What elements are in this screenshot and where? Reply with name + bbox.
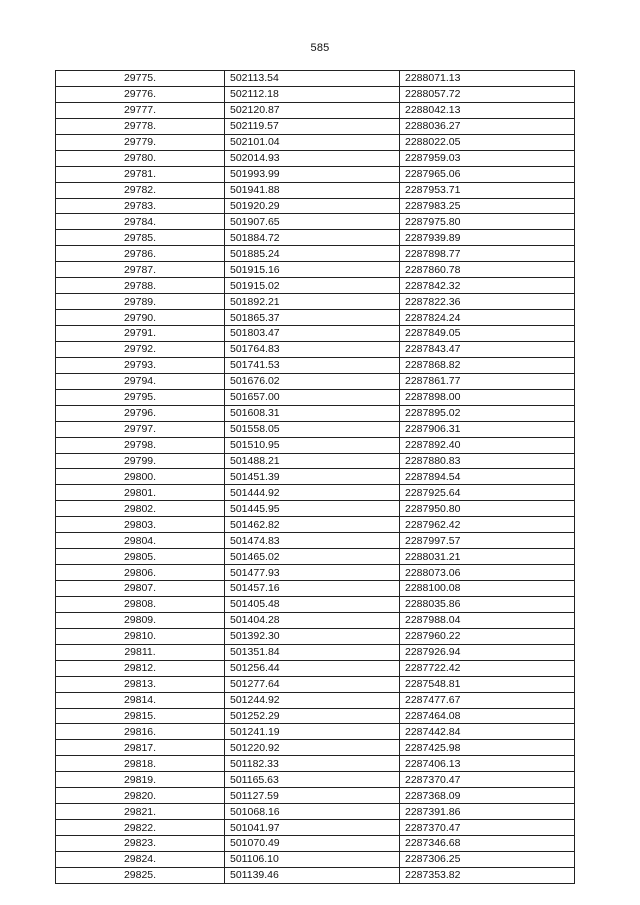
- x-coordinate-cell: 501392.30: [225, 628, 400, 644]
- table-row: [56, 596, 575, 612]
- point-number-cell: 29789.: [56, 294, 225, 310]
- x-coordinate-cell: 501127.59: [225, 788, 400, 804]
- x-coordinate-cell: 501070.49: [225, 836, 400, 852]
- table-row: [56, 389, 575, 405]
- x-coordinate-cell: 501462.82: [225, 517, 400, 533]
- x-coordinate-cell: 501676.02: [225, 373, 400, 389]
- table-row: [56, 262, 575, 278]
- table-row: [56, 71, 575, 87]
- table-row: [56, 230, 575, 246]
- y-coordinate-cell: 2287895.02: [400, 405, 575, 421]
- x-coordinate-cell: 501405.48: [225, 596, 400, 612]
- y-coordinate-cell: 2288031.21: [400, 549, 575, 565]
- y-coordinate-cell: 2287368.09: [400, 788, 575, 804]
- y-coordinate-cell: 2287926.94: [400, 644, 575, 660]
- x-coordinate-cell: 501106.10: [225, 851, 400, 867]
- table-row: [56, 692, 575, 708]
- x-coordinate-cell: 501165.63: [225, 772, 400, 788]
- point-number-cell: 29808.: [56, 596, 225, 612]
- x-coordinate-cell: 501920.29: [225, 198, 400, 214]
- table-row: [56, 788, 575, 804]
- table-row: [56, 294, 575, 310]
- table-row: [56, 676, 575, 692]
- table-row: [56, 644, 575, 660]
- y-coordinate-cell: 2287962.42: [400, 517, 575, 533]
- point-number-cell: 29776.: [56, 86, 225, 102]
- table-row: [56, 453, 575, 469]
- point-number-cell: 29804.: [56, 533, 225, 549]
- coordinates-table: [55, 70, 575, 884]
- table-row: [56, 565, 575, 581]
- y-coordinate-cell: 2287306.25: [400, 851, 575, 867]
- table-row: [56, 405, 575, 421]
- point-number-cell: 29825.: [56, 867, 225, 883]
- x-coordinate-cell: 501220.92: [225, 740, 400, 756]
- table-row: [56, 533, 575, 549]
- point-number-cell: 29779.: [56, 134, 225, 150]
- x-coordinate-cell: 501351.84: [225, 644, 400, 660]
- y-coordinate-cell: 2287842.32: [400, 278, 575, 294]
- x-coordinate-cell: 502113.54: [225, 71, 400, 87]
- table-row: [56, 357, 575, 373]
- x-coordinate-cell: 501041.97: [225, 820, 400, 836]
- x-coordinate-cell: 501244.92: [225, 692, 400, 708]
- y-coordinate-cell: 2287988.04: [400, 612, 575, 628]
- point-number-cell: 29815.: [56, 708, 225, 724]
- x-coordinate-cell: 501803.47: [225, 326, 400, 342]
- x-coordinate-cell: 501657.00: [225, 389, 400, 405]
- y-coordinate-cell: 2288036.27: [400, 118, 575, 134]
- point-number-cell: 29799.: [56, 453, 225, 469]
- point-number-cell: 29822.: [56, 820, 225, 836]
- point-number-cell: 29810.: [56, 628, 225, 644]
- table-row: [56, 756, 575, 772]
- y-coordinate-cell: 2287822.36: [400, 294, 575, 310]
- point-number-cell: 29800.: [56, 469, 225, 485]
- y-coordinate-cell: 2288073.06: [400, 565, 575, 581]
- point-number-cell: 29798.: [56, 437, 225, 453]
- table-row: [56, 485, 575, 501]
- point-number-cell: 29824.: [56, 851, 225, 867]
- x-coordinate-cell: 501457.16: [225, 581, 400, 597]
- table-row: [56, 804, 575, 820]
- point-number-cell: 29809.: [56, 612, 225, 628]
- point-number-cell: 29807.: [56, 581, 225, 597]
- y-coordinate-cell: 2287548.81: [400, 676, 575, 692]
- point-number-cell: 29820.: [56, 788, 225, 804]
- x-coordinate-cell: 502120.87: [225, 102, 400, 118]
- x-coordinate-cell: 502112.18: [225, 86, 400, 102]
- point-number-cell: 29777.: [56, 102, 225, 118]
- point-number-cell: 29790.: [56, 310, 225, 326]
- point-number-cell: 29780.: [56, 150, 225, 166]
- point-number-cell: 29784.: [56, 214, 225, 230]
- y-coordinate-cell: 2287442.84: [400, 724, 575, 740]
- x-coordinate-cell: 501182.33: [225, 756, 400, 772]
- table-row: [56, 501, 575, 517]
- y-coordinate-cell: 2288035.86: [400, 596, 575, 612]
- y-coordinate-cell: 2288057.72: [400, 86, 575, 102]
- x-coordinate-cell: 501068.16: [225, 804, 400, 820]
- y-coordinate-cell: 2287959.03: [400, 150, 575, 166]
- y-coordinate-cell: 2287892.40: [400, 437, 575, 453]
- point-number-cell: 29805.: [56, 549, 225, 565]
- table-row: [56, 549, 575, 565]
- y-coordinate-cell: 2287868.82: [400, 357, 575, 373]
- x-coordinate-cell: 501907.65: [225, 214, 400, 230]
- table-row: [56, 724, 575, 740]
- table-row: [56, 118, 575, 134]
- table-row: [56, 421, 575, 437]
- point-number-cell: 29814.: [56, 692, 225, 708]
- y-coordinate-cell: 2287824.24: [400, 310, 575, 326]
- x-coordinate-cell: 501474.83: [225, 533, 400, 549]
- table-row: [56, 437, 575, 453]
- table-row: [56, 198, 575, 214]
- table-row: [56, 182, 575, 198]
- y-coordinate-cell: 2287406.13: [400, 756, 575, 772]
- point-number-cell: 29792.: [56, 341, 225, 357]
- x-coordinate-cell: 501608.31: [225, 405, 400, 421]
- y-coordinate-cell: 2287960.22: [400, 628, 575, 644]
- x-coordinate-cell: 501558.05: [225, 421, 400, 437]
- table-row: [56, 517, 575, 533]
- table-row: [56, 166, 575, 182]
- y-coordinate-cell: 2287843.47: [400, 341, 575, 357]
- table-row: [56, 660, 575, 676]
- y-coordinate-cell: 2287722.42: [400, 660, 575, 676]
- point-number-cell: 29821.: [56, 804, 225, 820]
- table-row: [56, 373, 575, 389]
- x-coordinate-cell: 501256.44: [225, 660, 400, 676]
- y-coordinate-cell: 2287965.06: [400, 166, 575, 182]
- y-coordinate-cell: 2287477.67: [400, 692, 575, 708]
- x-coordinate-cell: 501892.21: [225, 294, 400, 310]
- point-number-cell: 29787.: [56, 262, 225, 278]
- table-row: [56, 836, 575, 852]
- x-coordinate-cell: 501941.88: [225, 182, 400, 198]
- table-row: [56, 469, 575, 485]
- x-coordinate-cell: 501510.95: [225, 437, 400, 453]
- point-number-cell: 29812.: [56, 660, 225, 676]
- point-number-cell: 29785.: [56, 230, 225, 246]
- y-coordinate-cell: 2287425.98: [400, 740, 575, 756]
- x-coordinate-cell: 501444.92: [225, 485, 400, 501]
- x-coordinate-cell: 502101.04: [225, 134, 400, 150]
- y-coordinate-cell: 2288042.13: [400, 102, 575, 118]
- table-row: [56, 214, 575, 230]
- point-number-cell: 29788.: [56, 278, 225, 294]
- coordinates-table-body: [56, 71, 575, 884]
- table-row: [56, 102, 575, 118]
- point-number-cell: 29795.: [56, 389, 225, 405]
- point-number-cell: 29802.: [56, 501, 225, 517]
- y-coordinate-cell: 2287391.86: [400, 804, 575, 820]
- y-coordinate-cell: 2287464.08: [400, 708, 575, 724]
- x-coordinate-cell: 501741.53: [225, 357, 400, 373]
- point-number-cell: 29781.: [56, 166, 225, 182]
- y-coordinate-cell: 2288022.05: [400, 134, 575, 150]
- x-coordinate-cell: 501445.95: [225, 501, 400, 517]
- x-coordinate-cell: 501884.72: [225, 230, 400, 246]
- table-row: [56, 612, 575, 628]
- point-number-cell: 29791.: [56, 326, 225, 342]
- y-coordinate-cell: 2287353.82: [400, 867, 575, 883]
- table-row: [56, 867, 575, 883]
- table-row: [56, 708, 575, 724]
- table-row: [56, 278, 575, 294]
- point-number-cell: 29797.: [56, 421, 225, 437]
- point-number-cell: 29806.: [56, 565, 225, 581]
- table-row: [56, 740, 575, 756]
- y-coordinate-cell: 2287861.77: [400, 373, 575, 389]
- point-number-cell: 29823.: [56, 836, 225, 852]
- point-number-cell: 29811.: [56, 644, 225, 660]
- table-row: [56, 341, 575, 357]
- point-number-cell: 29818.: [56, 756, 225, 772]
- y-coordinate-cell: 2287997.57: [400, 533, 575, 549]
- y-coordinate-cell: 2287898.77: [400, 246, 575, 262]
- y-coordinate-cell: 2287898.00: [400, 389, 575, 405]
- x-coordinate-cell: 501885.24: [225, 246, 400, 262]
- point-number-cell: 29775.: [56, 71, 225, 87]
- table-row: [56, 851, 575, 867]
- table-row: [56, 310, 575, 326]
- x-coordinate-cell: 501277.64: [225, 676, 400, 692]
- point-number-cell: 29813.: [56, 676, 225, 692]
- point-number-cell: 29793.: [56, 357, 225, 373]
- y-coordinate-cell: 2287370.47: [400, 820, 575, 836]
- x-coordinate-cell: 501241.19: [225, 724, 400, 740]
- x-coordinate-cell: 501404.28: [225, 612, 400, 628]
- point-number-cell: 29782.: [56, 182, 225, 198]
- y-coordinate-cell: 2287860.78: [400, 262, 575, 278]
- point-number-cell: 29817.: [56, 740, 225, 756]
- x-coordinate-cell: 501993.99: [225, 166, 400, 182]
- table-row: [56, 772, 575, 788]
- table-row: [56, 86, 575, 102]
- table-row: [56, 581, 575, 597]
- point-number-cell: 29803.: [56, 517, 225, 533]
- table-row: [56, 326, 575, 342]
- x-coordinate-cell: 502014.93: [225, 150, 400, 166]
- point-number-cell: 29778.: [56, 118, 225, 134]
- y-coordinate-cell: 2287953.71: [400, 182, 575, 198]
- y-coordinate-cell: 2287370.47: [400, 772, 575, 788]
- x-coordinate-cell: 501465.02: [225, 549, 400, 565]
- y-coordinate-cell: 2287925.64: [400, 485, 575, 501]
- point-number-cell: 29816.: [56, 724, 225, 740]
- point-number-cell: 29796.: [56, 405, 225, 421]
- table-row: [56, 628, 575, 644]
- x-coordinate-cell: 501764.83: [225, 341, 400, 357]
- y-coordinate-cell: 2288071.13: [400, 71, 575, 87]
- y-coordinate-cell: 2287939.89: [400, 230, 575, 246]
- table-row: [56, 820, 575, 836]
- table-row: [56, 150, 575, 166]
- x-coordinate-cell: 501915.02: [225, 278, 400, 294]
- x-coordinate-cell: 501139.46: [225, 867, 400, 883]
- y-coordinate-cell: 2287906.31: [400, 421, 575, 437]
- y-coordinate-cell: 2287983.25: [400, 198, 575, 214]
- y-coordinate-cell: 2287975.80: [400, 214, 575, 230]
- y-coordinate-cell: 2288100.08: [400, 581, 575, 597]
- x-coordinate-cell: 501451.39: [225, 469, 400, 485]
- y-coordinate-cell: 2287880.83: [400, 453, 575, 469]
- point-number-cell: 29801.: [56, 485, 225, 501]
- page-number: 585: [310, 42, 330, 54]
- x-coordinate-cell: 501488.21: [225, 453, 400, 469]
- y-coordinate-cell: 2287950.80: [400, 501, 575, 517]
- y-coordinate-cell: 2287849.05: [400, 326, 575, 342]
- point-number-cell: 29794.: [56, 373, 225, 389]
- y-coordinate-cell: 2287894.54: [400, 469, 575, 485]
- y-coordinate-cell: 2287346.68: [400, 836, 575, 852]
- point-number-cell: 29786.: [56, 246, 225, 262]
- point-number-cell: 29819.: [56, 772, 225, 788]
- x-coordinate-cell: 501915.16: [225, 262, 400, 278]
- x-coordinate-cell: 502119.57: [225, 118, 400, 134]
- x-coordinate-cell: 501865.37: [225, 310, 400, 326]
- table-row: [56, 134, 575, 150]
- x-coordinate-cell: 501252.29: [225, 708, 400, 724]
- x-coordinate-cell: 501477.93: [225, 565, 400, 581]
- table-row: [56, 246, 575, 262]
- point-number-cell: 29783.: [56, 198, 225, 214]
